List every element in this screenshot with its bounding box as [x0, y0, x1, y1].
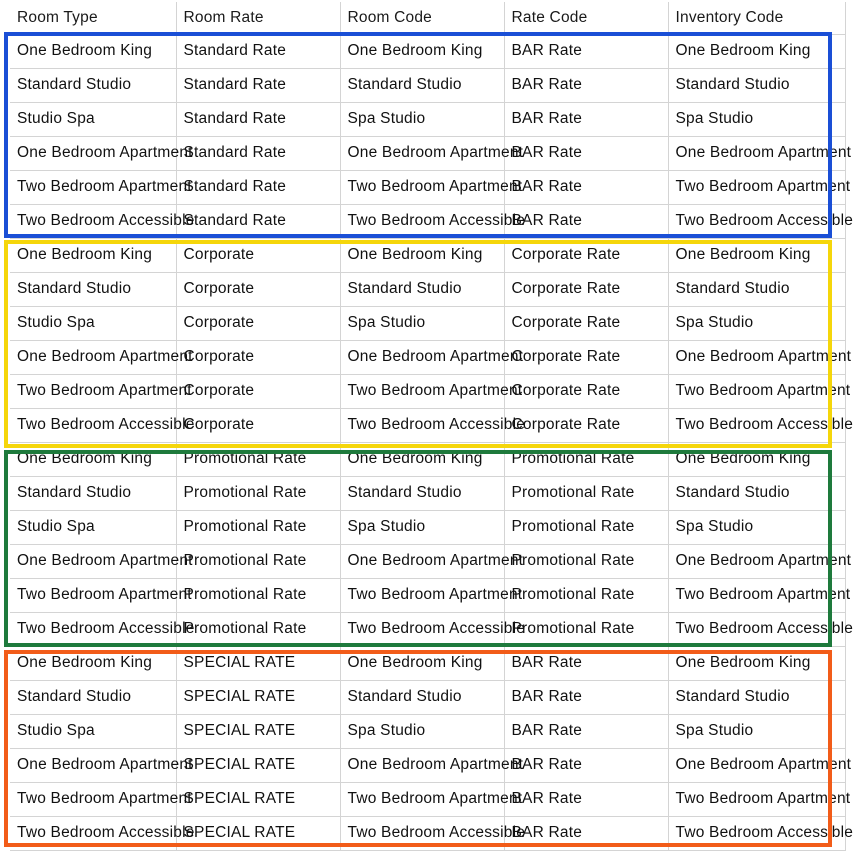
- column-header[interactable]: Rate Code: [504, 2, 668, 34]
- column-header[interactable]: Room Type: [10, 2, 176, 34]
- table-cell[interactable]: Standard Rate: [176, 68, 340, 102]
- table-cell[interactable]: Two Bedroom Accessible: [340, 204, 504, 238]
- table-cell[interactable]: Standard Studio: [340, 68, 504, 102]
- table-cell[interactable]: One Bedroom King: [340, 442, 504, 476]
- table-row: [10, 34, 845, 68]
- table-row: [10, 408, 845, 442]
- table-cell[interactable]: Corporate: [176, 272, 340, 306]
- table-cell[interactable]: Standard Studio: [10, 272, 176, 306]
- table-cell[interactable]: Corporate Rate: [504, 272, 668, 306]
- column-header[interactable]: Room Rate: [176, 2, 340, 34]
- table-cell[interactable]: Standard Rate: [176, 102, 340, 136]
- table-cell[interactable]: Promotional Rate: [176, 544, 340, 578]
- table-cell[interactable]: Promotional Rate: [504, 442, 668, 476]
- table-cell[interactable]: Corporate Rate: [504, 374, 668, 408]
- table-cell[interactable]: One Bedroom Apartment: [668, 136, 845, 170]
- table-cell[interactable]: Spa Studio: [340, 306, 504, 340]
- table-cell[interactable]: Studio Spa: [10, 102, 176, 136]
- table-cell[interactable]: One Bedroom Apartment: [340, 136, 504, 170]
- table-cell[interactable]: Standard Studio: [668, 476, 845, 510]
- table-cell[interactable]: Corporate Rate: [504, 340, 668, 374]
- rate-mapping-table: [10, 2, 853, 851]
- table-cell[interactable]: BAR Rate: [504, 34, 668, 68]
- table-row: [10, 646, 845, 680]
- table-cell[interactable]: SPECIAL RATE: [176, 816, 340, 850]
- table-cell[interactable]: Corporate Rate: [504, 238, 668, 272]
- table-cell[interactable]: Standard Studio: [340, 476, 504, 510]
- table-row: [10, 816, 845, 850]
- table-cell[interactable]: Two Bedroom Apartment: [668, 578, 845, 612]
- table-cell[interactable]: Standard Studio: [668, 68, 845, 102]
- table-cell[interactable]: Two Bedroom Accessible: [668, 408, 845, 442]
- table-cell[interactable]: Two Bedroom Apartment: [340, 170, 504, 204]
- table-cell[interactable]: Spa Studio: [668, 714, 845, 748]
- table-cell[interactable]: Standard Studio: [10, 68, 176, 102]
- table-row: [10, 442, 845, 476]
- table-cell[interactable]: Standard Rate: [176, 34, 340, 68]
- table-cell[interactable]: BAR Rate: [504, 680, 668, 714]
- table-cell[interactable]: Spa Studio: [668, 510, 845, 544]
- table-cell[interactable]: Promotional Rate: [176, 442, 340, 476]
- table-cell[interactable]: One Bedroom Apartment: [10, 136, 176, 170]
- table-cell[interactable]: Standard Studio: [668, 680, 845, 714]
- table-cell[interactable]: One Bedroom King: [668, 442, 845, 476]
- table-cell[interactable]: Corporate: [176, 238, 340, 272]
- table-cell[interactable]: Promotional Rate: [504, 476, 668, 510]
- table-cell[interactable]: Corporate: [176, 374, 340, 408]
- table-cell[interactable]: One Bedroom King: [668, 34, 845, 68]
- table-cell[interactable]: Studio Spa: [10, 510, 176, 544]
- table-row: [10, 68, 845, 102]
- table-cell[interactable]: Standard Studio: [668, 272, 845, 306]
- table-cell[interactable]: One Bedroom King: [10, 34, 176, 68]
- table-cell[interactable]: Spa Studio: [668, 102, 845, 136]
- table-row: [10, 544, 845, 578]
- table-row: [10, 170, 845, 204]
- table-cell[interactable]: Spa Studio: [340, 714, 504, 748]
- table-cell[interactable]: Two Bedroom Accessible: [668, 612, 845, 646]
- table-cell[interactable]: One Bedroom King: [10, 238, 176, 272]
- table-row: [10, 306, 845, 340]
- table-row: [10, 204, 845, 238]
- table-cell[interactable]: One Bedroom King: [340, 238, 504, 272]
- table-cell[interactable]: Corporate: [176, 340, 340, 374]
- table-cell[interactable]: One Bedroom Apartment: [10, 748, 176, 782]
- table-cell[interactable]: BAR Rate: [504, 748, 668, 782]
- column-header[interactable]: Inventory Code: [668, 2, 845, 34]
- table-cell[interactable]: Corporate Rate: [504, 306, 668, 340]
- table-cell[interactable]: Two Bedroom Accessible: [668, 816, 845, 850]
- table-cell[interactable]: BAR Rate: [504, 68, 668, 102]
- table-row: [10, 680, 845, 714]
- table-cell[interactable]: Two Bedroom Accessible: [10, 816, 176, 850]
- table-cell[interactable]: Studio Spa: [10, 306, 176, 340]
- table-row: [10, 476, 845, 510]
- table-cell[interactable]: One Bedroom Apartment: [10, 544, 176, 578]
- table-cell[interactable]: One Bedroom King: [10, 646, 176, 680]
- table-cell[interactable]: Two Bedroom Accessible: [340, 408, 504, 442]
- table-cell[interactable]: Two Bedroom Apartment: [340, 578, 504, 612]
- table-cell[interactable]: Corporate: [176, 408, 340, 442]
- table-row: [10, 612, 845, 646]
- table-cell[interactable]: Standard Rate: [176, 136, 340, 170]
- table-row: [10, 102, 845, 136]
- table-cell[interactable]: Two Bedroom Apartment: [340, 782, 504, 816]
- table-cell[interactable]: Standard Studio: [10, 680, 176, 714]
- table-cell[interactable]: Two Bedroom Accessible: [340, 816, 504, 850]
- table-cell[interactable]: Promotional Rate: [504, 578, 668, 612]
- table-cell[interactable]: BAR Rate: [504, 782, 668, 816]
- table-cell[interactable]: One Bedroom Apartment: [668, 748, 845, 782]
- table-cell[interactable]: Corporate: [176, 306, 340, 340]
- table-cell[interactable]: Two Bedroom Accessible: [340, 612, 504, 646]
- table-cell[interactable]: Two Bedroom Apartment: [668, 374, 845, 408]
- table-cell[interactable]: Standard Rate: [176, 204, 340, 238]
- table-row: [10, 340, 845, 374]
- table-cell[interactable]: Corporate Rate: [504, 408, 668, 442]
- table-row: [10, 578, 845, 612]
- table-cell[interactable]: BAR Rate: [504, 646, 668, 680]
- table-cell[interactable]: Spa Studio: [668, 306, 845, 340]
- table-cell[interactable]: One Bedroom Apartment: [340, 340, 504, 374]
- table-cell[interactable]: SPECIAL RATE: [176, 782, 340, 816]
- table-cell[interactable]: BAR Rate: [504, 714, 668, 748]
- table-cell[interactable]: Spa Studio: [340, 510, 504, 544]
- table-cell[interactable]: SPECIAL RATE: [176, 680, 340, 714]
- header-row: [10, 2, 845, 34]
- table-cell[interactable]: One Bedroom Apartment: [668, 544, 845, 578]
- table-cell[interactable]: One Bedroom King: [10, 442, 176, 476]
- table-cell[interactable]: One Bedroom Apartment: [10, 340, 176, 374]
- table-row: [10, 714, 845, 748]
- table-cell[interactable]: Standard Studio: [340, 680, 504, 714]
- table-row: [10, 238, 845, 272]
- table-row: [10, 136, 845, 170]
- table-cell[interactable]: Promotional Rate: [504, 510, 668, 544]
- table-cell[interactable]: BAR Rate: [504, 816, 668, 850]
- table-row: [10, 782, 845, 816]
- table-cell[interactable]: Spa Studio: [340, 102, 504, 136]
- table-cell[interactable]: Promotional Rate: [176, 612, 340, 646]
- table-row: [10, 510, 845, 544]
- table-cell[interactable]: Standard Studio: [340, 272, 504, 306]
- table-cell[interactable]: Two Bedroom Accessible: [10, 408, 176, 442]
- table-cell[interactable]: One Bedroom King: [340, 34, 504, 68]
- table-cell[interactable]: One Bedroom Apartment: [340, 748, 504, 782]
- table-cell[interactable]: BAR Rate: [504, 102, 668, 136]
- table-cell[interactable]: Two Bedroom Apartment: [10, 374, 176, 408]
- table-row: [10, 374, 845, 408]
- table-body: [10, 34, 853, 850]
- table-cell[interactable]: Promotional Rate: [504, 612, 668, 646]
- table-cell[interactable]: Promotional Rate: [176, 510, 340, 544]
- table-row: [10, 272, 845, 306]
- table-cell[interactable]: Promotional Rate: [504, 544, 668, 578]
- table-cell[interactable]: Two Bedroom Accessible: [10, 204, 176, 238]
- table-cell[interactable]: Two Bedroom Accessible: [10, 612, 176, 646]
- table-cell[interactable]: One Bedroom King: [668, 238, 845, 272]
- table-cell[interactable]: One Bedroom King: [340, 646, 504, 680]
- table-cell[interactable]: One Bedroom King: [668, 646, 845, 680]
- table-cell[interactable]: Standard Rate: [176, 170, 340, 204]
- table-cell[interactable]: Two Bedroom Apartment: [668, 170, 845, 204]
- table-cell[interactable]: Promotional Rate: [176, 578, 340, 612]
- table-row: [10, 748, 845, 782]
- table-cell[interactable]: One Bedroom Apartment: [340, 544, 504, 578]
- table-cell[interactable]: Two Bedroom Accessible: [668, 204, 845, 238]
- table-cell[interactable]: Two Bedroom Apartment: [668, 782, 845, 816]
- table-cell[interactable]: BAR Rate: [504, 136, 668, 170]
- table-cell[interactable]: BAR Rate: [504, 170, 668, 204]
- table-cell[interactable]: Two Bedroom Apartment: [10, 578, 176, 612]
- table-cell[interactable]: Studio Spa: [10, 714, 176, 748]
- table-cell[interactable]: Two Bedroom Apartment: [10, 782, 176, 816]
- table-cell[interactable]: Two Bedroom Apartment: [10, 170, 176, 204]
- table-cell[interactable]: Standard Studio: [10, 476, 176, 510]
- table-cell[interactable]: Promotional Rate: [176, 476, 340, 510]
- table-cell[interactable]: BAR Rate: [504, 204, 668, 238]
- table-cell[interactable]: SPECIAL RATE: [176, 646, 340, 680]
- column-header[interactable]: Room Code: [340, 2, 504, 34]
- table-cell[interactable]: SPECIAL RATE: [176, 748, 340, 782]
- table-cell[interactable]: Two Bedroom Apartment: [340, 374, 504, 408]
- table-cell[interactable]: SPECIAL RATE: [176, 714, 340, 748]
- table-cell[interactable]: One Bedroom Apartment: [668, 340, 845, 374]
